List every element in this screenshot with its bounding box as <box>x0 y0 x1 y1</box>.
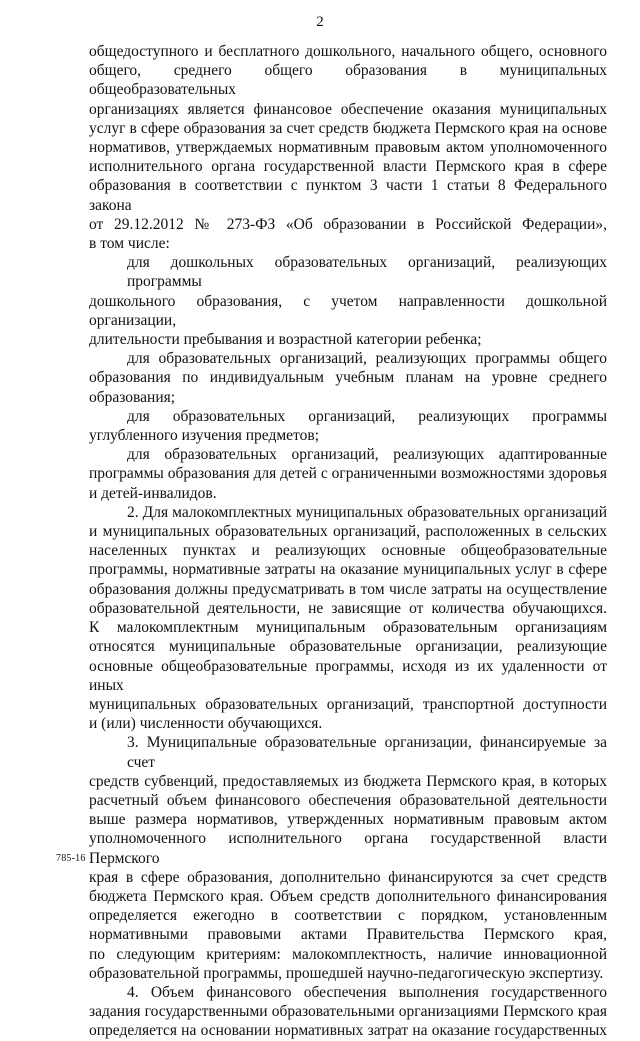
text-line: выше размера нормативов, утвержденных нормативным правовым актом <box>89 811 607 829</box>
text-line: услуг в сфере образования за счет средств бюджета Пермского края на основе <box>89 119 607 137</box>
text-line: задания государственными образовательными организациями Пермского края <box>89 1003 607 1021</box>
text-line: нормативов, утверждаемых нормативным правовым актом уполномоченного <box>89 139 607 157</box>
text-line: длительности пребывания и возрастной категории ребенка; <box>89 331 482 349</box>
text-line: программы, нормативные затраты на оказание муниципальных услуг в сфере <box>89 561 607 579</box>
text-line: К малокомплектным муниципальным образовательным организациям <box>89 619 607 637</box>
text-line: общедоступного и бесплатного дошкольного, начального общего, основного <box>89 43 607 60</box>
text-line: уполномоченного исполнительного органа государственной власти Пермского <box>89 830 607 867</box>
text-line: для образовательных организаций, реализующих программы общего <box>127 350 607 368</box>
text-line: нормативными правовыми актами Правительства Пермского края, <box>89 926 607 944</box>
text-line: образования должны предусматривать в том числе затраты на осуществление <box>89 580 607 598</box>
text-line: определяется ежегодно в соответствии с порядком, установленным <box>89 907 607 925</box>
text-line: организациях является финансовое обеспечение оказания муниципальных <box>89 100 607 118</box>
text-line: образовательной деятельности, не зависящие от количества обучающихся. <box>89 599 607 617</box>
page-number: 2 <box>316 14 324 30</box>
text-line: образования в соответствии с пунктом 3 части 1 статьи 8 Федерального закона <box>89 177 607 214</box>
text-line: общего, среднего общего образования в муниципальных общеобразовательных <box>89 62 607 99</box>
text-line: определяется на основании нормативных затрат на оказание государственных <box>89 1022 607 1040</box>
text-line: образования по индивидуальным учебным планам на уровне среднего <box>89 369 607 387</box>
text-line: основные общеобразовательные программы, исходя из их удаленности от иных <box>89 657 607 694</box>
text-line: для образовательных организаций, реализующих программы <box>127 407 607 425</box>
text-line: для дошкольных образовательных организаций, реализующих программы <box>127 254 607 291</box>
text-line: населенных пунктах и реализующих основные общеобразовательные <box>89 542 607 560</box>
text-line: от 29.12.2012 № 273-ФЗ «Об образовании в Российской Федерации», <box>89 215 607 233</box>
text-line: бюджета Пермского края. Объем средств дополнительного финансирования <box>89 887 607 905</box>
text-line: программы образования для детей с ограниченными возможностями здоровья <box>89 465 607 483</box>
text-line: края в сфере образования, дополнительно финансируются за счет средств <box>89 868 607 886</box>
text-line: 2. Для малокомплектных муниципальных образовательных организаций <box>127 503 607 521</box>
text-line: углубленного изучения предметов; <box>89 427 320 445</box>
text-line: и (или) численности обучающихся. <box>89 715 323 733</box>
text-line: для образовательных организаций, реализующих адаптированные <box>127 446 607 464</box>
document-code: 785-16 <box>56 853 86 864</box>
text-line: и детей-инвалидов. <box>89 484 217 502</box>
text-line: 3. Муниципальные образовательные организации, финансируемые за счет <box>127 734 607 771</box>
text-line: образовательной программы, прошедшей научно-педагогическую экспертизу. <box>89 964 604 982</box>
text-line: расчетный объем финансового обеспечения образовательной деятельности <box>89 791 607 809</box>
text-line: относятся муниципальные образовательные организации, реализующие <box>89 638 607 656</box>
text-line: исполнительного органа государственной власти Пермского края в сфере <box>89 158 607 176</box>
text-line: 4. Объем финансового обеспечения выполнения государственного <box>127 983 607 1001</box>
text-line: и муниципальных образовательных организаций, расположенных в сельских <box>89 523 607 541</box>
text-line: дошкольного образования, с учетом направленности дошкольной организации, <box>89 292 607 329</box>
text-line: образования; <box>89 388 176 406</box>
text-line: муниципальных образовательных организаций, транспортной доступности <box>89 695 607 713</box>
text-line: в том числе: <box>89 235 170 253</box>
text-line: средств субвенций, предоставляемых из бюджета Пермского края, в которых <box>89 772 607 790</box>
text-line: по следующим критериям: малокомплектность, наличие инновационной <box>89 945 607 963</box>
document-body <box>89 42 607 1041</box>
